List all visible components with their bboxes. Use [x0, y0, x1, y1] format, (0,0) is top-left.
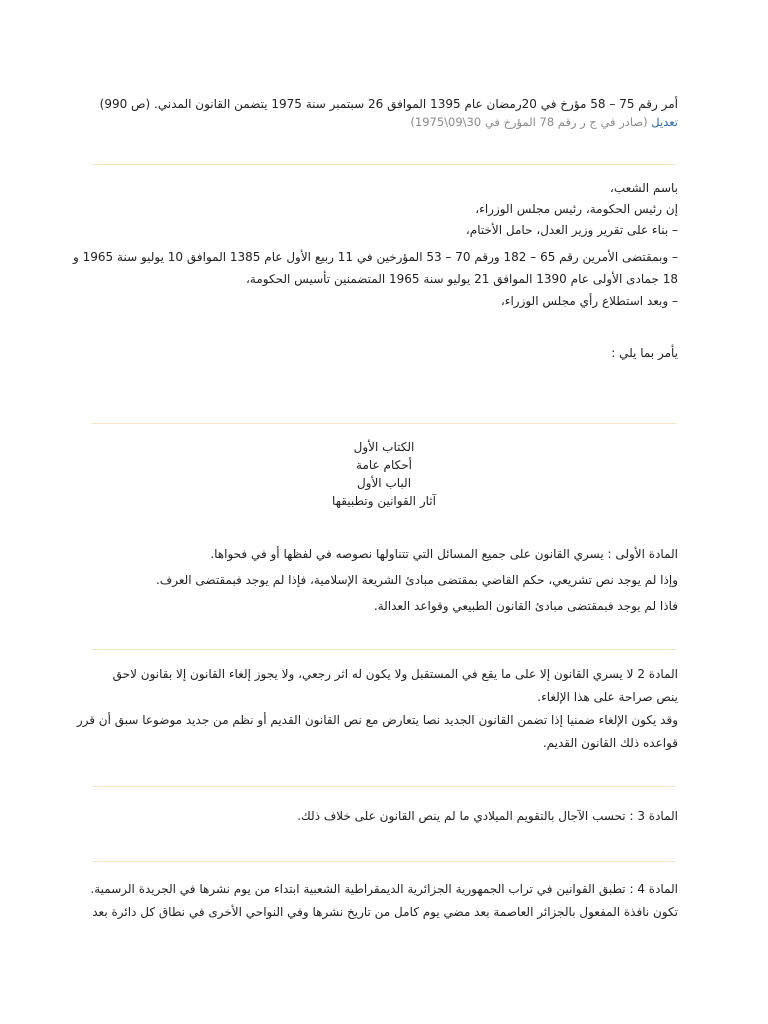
article-line: المادة 2 لا يسري القانون إلا على ما يقع في المستقبل ولا يكون له اثر رجعي، ولا يجوز إلغاء القانون إلا بقانون لاحق [112, 667, 678, 681]
article-line: تكون نافذة المفعول بالجزائر العاصمة بعد مضي يوم كامل من تاريخ نشرها وفي النواحي الأخرى في نطاق كل دائرة بعد [92, 905, 678, 919]
article-line: المادة 4 : تطبق القوانين في تراب الجمهورية الجزائرية الديمقراطية الشعبية ابتداء من يوم نشرها في الجريدة الرسمية. [90, 882, 678, 896]
article-line: وإذا لم يوجد نص تشريعي، حكم القاضي بمقتضى مبادئ الشريعة الإسلامية، فإذا لم يوجد فبمقتضى العرف. [155, 573, 678, 587]
book-subtitle: أحكام عامة [356, 458, 412, 472]
article-4 [90, 878, 678, 924]
preamble-line: – وبعد استطلاع رأي مجلس الوزراء، [500, 294, 678, 308]
amendment-note: (صادر في ج ر رقم 78 المؤرخ في 30\09\1975) [410, 115, 648, 129]
article-3 [96, 805, 678, 828]
article-line: فاذا لم يوجد فبمقتضى مبادئ القانون الطبيعي وقواعد العدالة. [373, 599, 678, 613]
article-line: وقد يكون الإلغاء ضمنيا إذا تضمن القانون الجديد نصا يتعارض مع نص القانون القديم أو نظم من جديد موضوعا سبق أن قرر [76, 713, 678, 727]
divider [92, 861, 676, 862]
preamble-line: باسم الشعب، [610, 181, 678, 195]
preamble-line: 18 جمادى الأولى عام 1390 الموافق 21 يوليو سنة 1965 المتضمنين تأسيس الحكومة، [246, 272, 678, 286]
orders-text: يأمر بما يلي : [611, 346, 678, 360]
preamble-line: – وبمقتضى الأمرين رقم 65 – 182 ورقم 70 – 53 المؤرخين في 11 ربيع الأول عام 1385 الموافق 10 يوليو سنة 1965 و [73, 250, 678, 264]
divider [92, 649, 676, 650]
article-1 [96, 541, 678, 619]
preamble-line: إن رئيس الحكومة، رئيس مجلس الوزراء، [475, 202, 678, 216]
preamble-continued [73, 246, 678, 312]
article-line: ينص صراحة على هذا الإلغاء. [537, 690, 678, 704]
preamble-line: – بناء على تقرير وزير العدل، حامل الأختام، [465, 223, 678, 237]
divider [92, 786, 676, 787]
article-line: المادة الأولى : يسري القانون على جميع المسائل التي تتناولها نصوصه في لفظها أو في فحواها. [210, 547, 678, 561]
divider [92, 164, 676, 165]
orders-line [96, 342, 678, 365]
amendment-line [90, 114, 678, 130]
book-title: الكتاب الأول [353, 440, 415, 454]
page-title: أمر رقم 75 – 58 مؤرخ في 20رمضان عام 1395 الموافق 26 سبتمبر سنة 1975 يتضمن القانون المدني. (ص 990) [99, 97, 678, 111]
book-heading [0, 438, 768, 510]
article-line: المادة 3 : تحسب الآجال بالتقويم الميلادي ما لم ينص القانون على خلاف ذلك. [297, 809, 678, 823]
amendment-link[interactable]: تعديل [651, 115, 678, 129]
article-2 [76, 663, 678, 755]
divider [92, 423, 676, 424]
article-line: قواعده ذلك القانون القديم. [542, 736, 678, 750]
chapter-subtitle: آثار القوانين وتطبيقها [332, 494, 436, 508]
preamble [96, 178, 678, 241]
chapter-title: الباب الأول [356, 476, 412, 490]
